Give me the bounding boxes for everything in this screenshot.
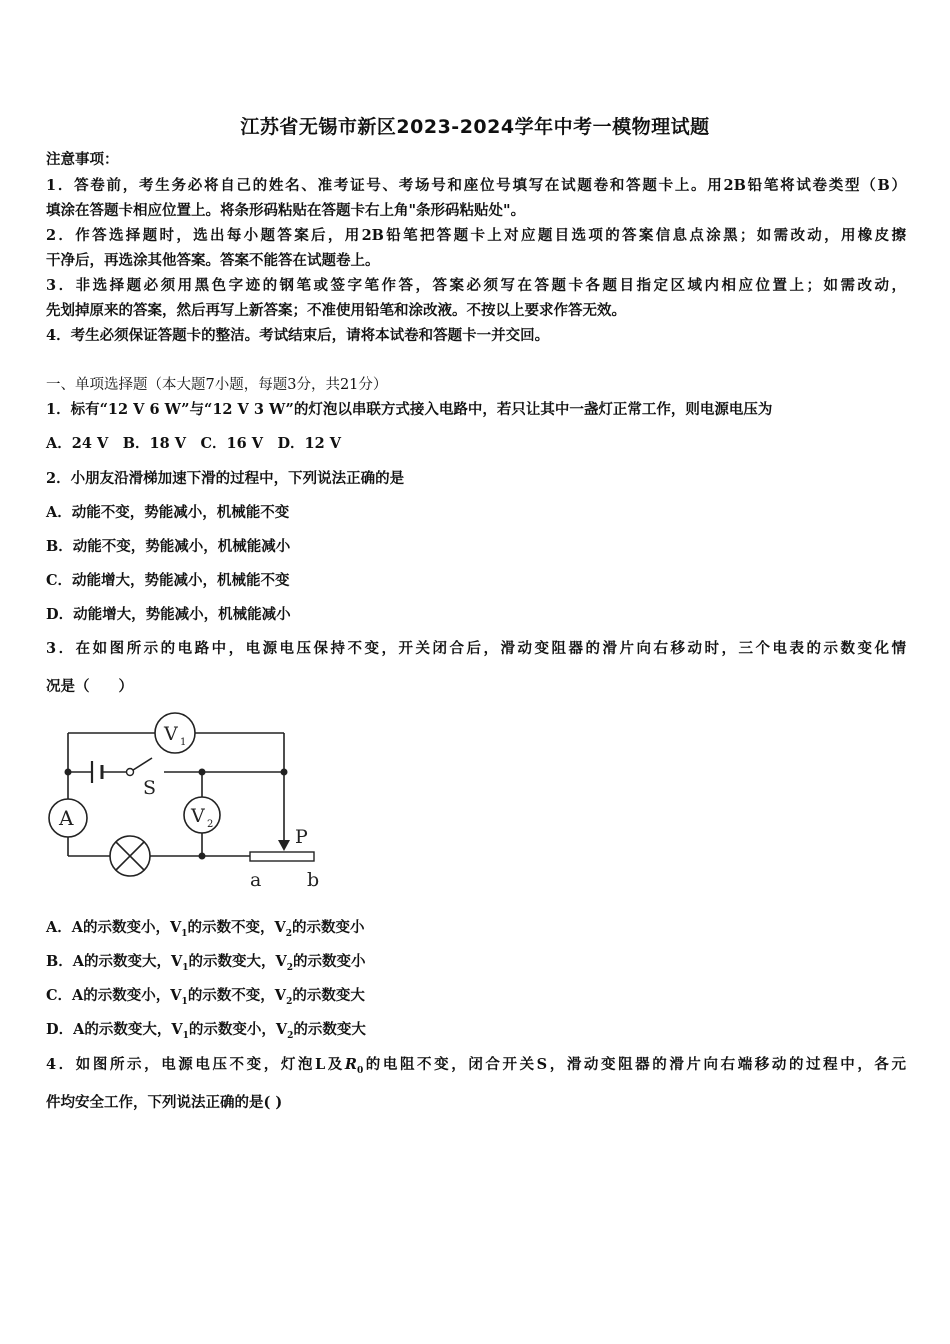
- question-2-option-c: C．动能增大，势能减小，机械能不变: [46, 572, 290, 589]
- notice-heading: 注意事项：: [46, 151, 119, 168]
- rheostat-end-b: b: [307, 869, 320, 891]
- question-3-option-d: D．A的示数变大，$V_1$的示数变小，$V_2$的示数变大: [46, 1021, 366, 1041]
- question-3-stem: 3．在如图所示的电路中，电源电压保持不变，开关闭合后，滑动变阻器的滑片向右移动时，三个电表的示数变化情: [46, 640, 906, 657]
- notice-line: 干净后，再选涂其他答案。答案不能答在试题卷上。: [46, 252, 380, 269]
- question-3-stem-cont: 况是（ ）: [46, 678, 133, 695]
- voltmeter-2-label: V: [191, 805, 205, 827]
- question-3-option-b: B．A的示数变大，$V_1$的示数变大，$V_2$的示数变小: [46, 953, 366, 973]
- section-heading: 一、单项选择题（本大题7小题，每题3分，共21分）: [46, 377, 388, 393]
- notice-line: 3．非选择题必须用黑色字迹的钢笔或签字笔作答，答案必须写在答题卡各题目指定区域内相应位置上；如需改动，: [46, 277, 906, 294]
- voltmeter-1-label: V: [164, 723, 178, 745]
- question-2-option-b: B．动能不变，势能减小，机械能减小: [46, 538, 291, 555]
- question-4-stem-cont: 件均安全工作，下列说法正确的是( ): [46, 1094, 283, 1111]
- slider-label: P: [295, 826, 308, 848]
- question-2-stem: 2．小朋友沿滑梯加速下滑的过程中，下列说法正确的是: [46, 470, 405, 487]
- question-3-option-a: A．A的示数变小，$V_1$的示数不变，$V_2$的示数变小: [46, 919, 365, 939]
- page-title: 江苏省无锡市新区2023-2024学年中考一模物理试题: [240, 116, 710, 138]
- question-2-option-d: D．动能增大，势能减小，机械能减小: [46, 606, 291, 623]
- circuit-diagram: [40, 706, 340, 898]
- question-2-option-a: A．动能不变，势能减小，机械能不变: [46, 504, 290, 521]
- notice-line: 4．考生必须保证答题卡的整洁。考试结束后，请将本试卷和答题卡一并交回。: [46, 327, 550, 344]
- question-4-stem: 4．如图所示，电源电压不变，灯泡L及$R_0$的电阻不变，闭合开关S，滑动变阻器的滑片向右端移动的过程中，各元: [46, 1056, 906, 1076]
- notice-line: 填涂在答题卡相应位置上。将条形码粘贴在答题卡右上角"条形码粘贴处"。: [46, 202, 526, 219]
- rheostat-end-a: a: [250, 869, 262, 891]
- notice-line: 2．作答选择题时，选出每小题答案后，用2B铅笔把答题卡上对应题目选项的答案信息点涂黑；如需改动，用橡皮擦: [46, 227, 906, 244]
- notice-line: 先划掉原来的答案，然后再写上新答案；不准使用铅笔和涂改液。不按以上要求作答无效。: [46, 302, 626, 319]
- question-1-options: A．24 V B．18 V C．16 V D．12 V: [46, 435, 342, 452]
- ammeter-label: A: [59, 806, 74, 830]
- question-3-option-c: C．A的示数变小，$V_1$的示数不变，$V_2$的示数变大: [46, 987, 365, 1007]
- switch-label: S: [143, 777, 157, 799]
- voltmeter-1-subscript: 1: [180, 737, 187, 748]
- question-1-stem: 1．标有“12 V 6 W”与“12 V 3 W”的灯泡以串联方式接入电路中，若只让其中一盏灯正常工作，则电源电压为: [46, 401, 773, 418]
- notice-line: 1．答卷前，考生务必将自己的姓名、准考证号、考场号和座位号填写在试题卷和答题卡上。用2B铅笔将试卷类型（B）: [46, 177, 906, 194]
- voltmeter-2-subscript: 2: [207, 819, 214, 830]
